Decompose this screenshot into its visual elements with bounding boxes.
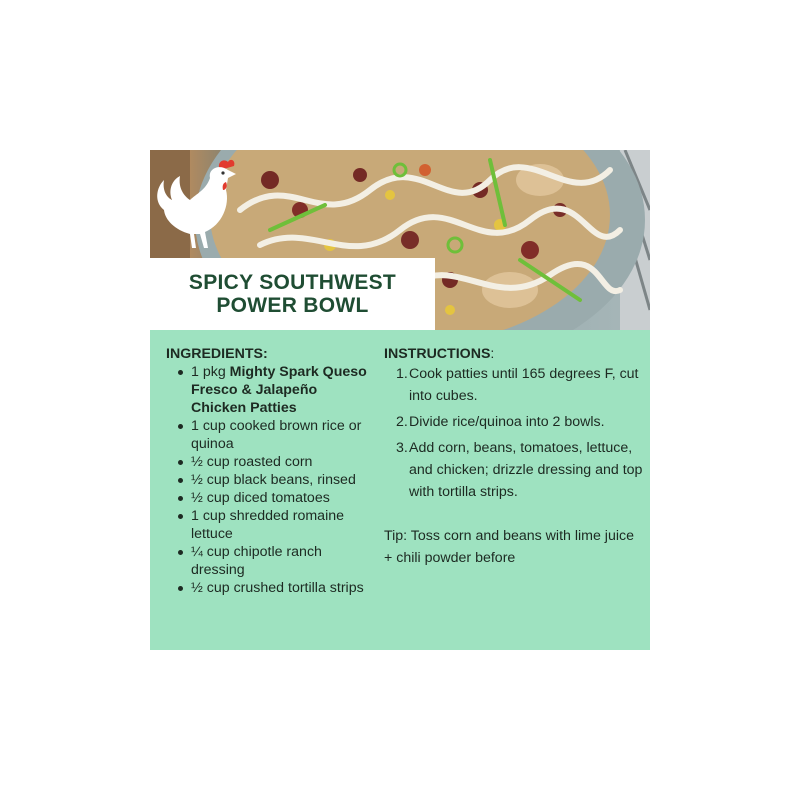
ingredient-text: ½ cup crushed tortilla strips [191,580,364,596]
ingredients-list [166,363,371,597]
food-photo [150,150,650,330]
ingredients-section [166,345,371,597]
ingredient-text: ¼ cup chipotle ranch dressing [191,544,322,578]
ingredient-text: 1 pkg [191,364,230,380]
ingredient-text: ½ cup diced tomatoes [191,490,330,506]
instructions-section [384,345,646,569]
ingredient-item [191,417,371,453]
instructions-heading [384,345,646,363]
rooster-icon [150,150,242,250]
ingredient-item [191,507,371,543]
recipe-title-line-1: SPICY SOUTHWEST [188,271,397,294]
ingredient-item [191,579,371,597]
ingredient-item [191,453,371,471]
instructions-heading-colon: : [490,346,495,362]
ingredient-item [191,543,371,579]
step-text: Cook patties until 165 degrees F, cut into cubes. [409,366,639,404]
recipe-title-line-2: POWER BOWL [216,294,369,317]
step-number: 1. [396,366,408,382]
ingredient-text: 1 cup shredded romaine lettuce [191,508,345,542]
ingredients-heading: INGREDIENTS: [166,346,268,362]
title-banner [150,258,435,330]
step-text: Divide rice/quinoa into 2 bowls. [409,414,605,430]
ingredient-product-name: Mighty Spark Queso Fresco & Jalapeño Chicken Patties [191,364,367,416]
instruction-step [396,411,646,433]
instructions-heading-text: INSTRUCTIONS [384,346,491,362]
step-number: 2. [396,414,408,430]
ingredient-item [191,363,371,417]
recipe-body [150,330,650,650]
step-text: Add corn, beans, tomatoes, lettuce, and chicken; drizzle dressing and top with tortilla strips. [409,440,643,500]
recipe-tip: Tip: Toss corn and beans with lime juice + chili powder before [384,528,634,566]
ingredient-text: 1 cup cooked brown rice or quinoa [191,418,362,452]
ingredient-text: ½ cup black beans, rinsed [191,472,356,488]
instructions-list [384,363,646,503]
instruction-step [396,363,646,407]
step-number: 3. [396,440,408,456]
instruction-step [396,437,646,503]
recipe-card [150,150,650,650]
ingredient-item [191,471,371,489]
ingredient-item [191,489,371,507]
ingredient-text: ½ cup roasted corn [191,454,313,470]
